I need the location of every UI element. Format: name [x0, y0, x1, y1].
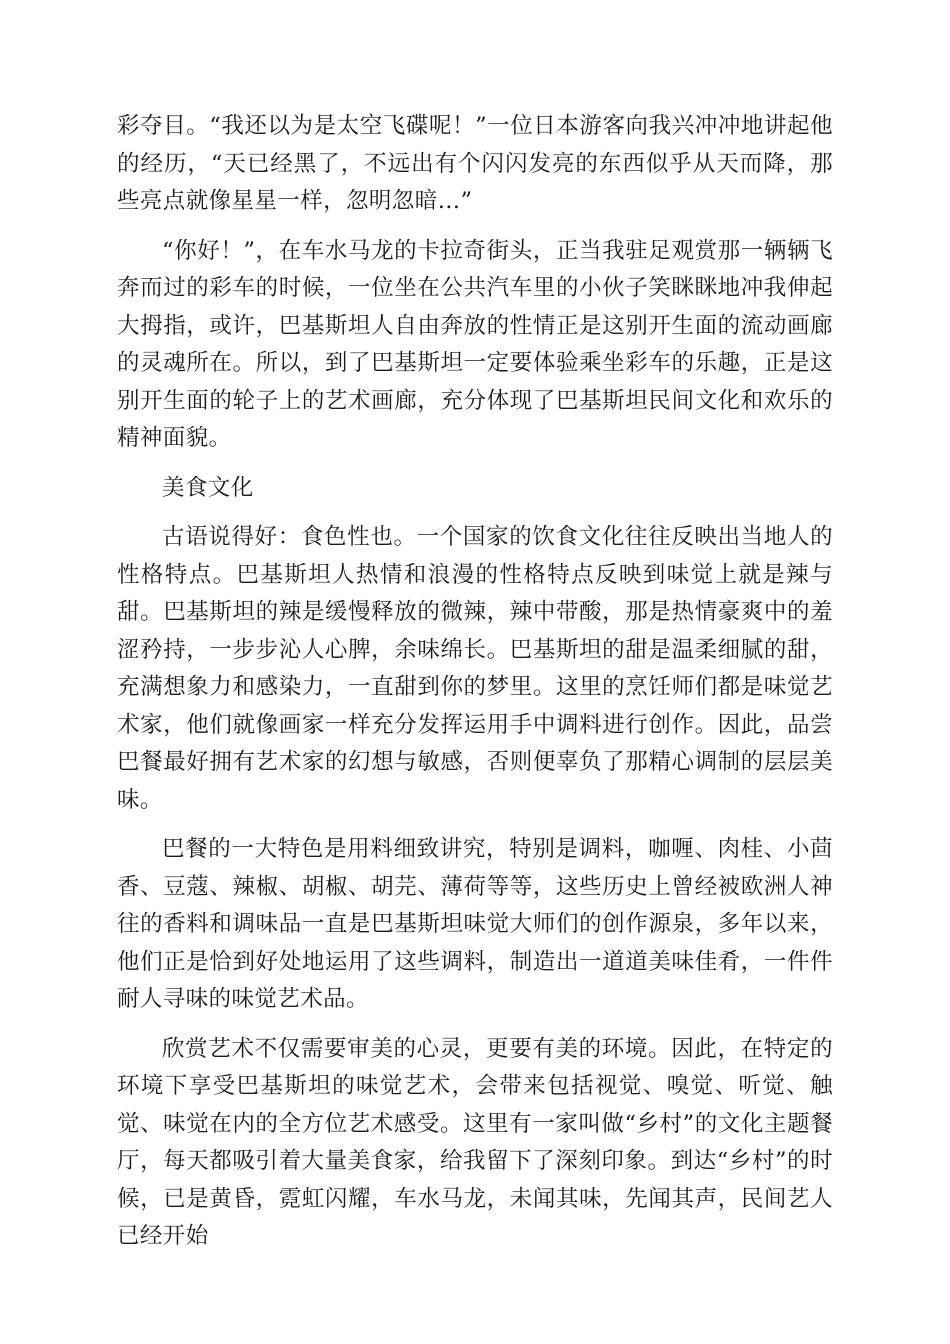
- paragraph-spices: 巴餐的一大特色是用料细致讲究，特别是调料，咖喱、肉桂、小茴香、豆蔻、辣椒、胡椒、胡芫、薄荷等等，这些历史上曾经被欧洲人神往的香料和调味品一直是巴基斯坦味觉大师们的创作源泉，多年以来，他们正是恰到好处地运用了这些调料，制造出一道道美味佳肴，一件件耐人寻味的味觉艺术品。: [117, 836, 833, 1012]
- section-heading-food-culture: 美食文化: [162, 474, 254, 501]
- document-body: [117, 108, 833, 1268]
- paragraph-village-restaurant: 欣赏艺术不仅需要审美的心灵，更要有美的环境。因此，在特定的环境下享受巴基斯坦的味觉艺术，会带来包括视觉、嗅觉、听觉、触觉、味觉在内的全方位艺术感受。这里有一家叫做“乡村”的文化主题餐厅，每天都吸引着大量美食家，给我留下了深刻印象。到达“乡村”的时候，已是黄昏，霓虹闪耀，车水马龙，未闻其味，先闻其声，民间艺人已经开始: [117, 1035, 833, 1249]
- paragraph-karachi-greeting: “你好！”，在车水马龙的卡拉奇街头，正当我驻足观赏那一辆辆飞奔而过的彩车的时候，一位坐在公共汽车里的小伙子笑眯眯地冲我伸起大拇指，或许，巴基斯坦人自由奔放的性情正是这别开生面的流动画廊的灵魂所在。所以，到了巴基斯坦一定要体验乘坐彩车的乐趣，正是这别开生面的轮子上的艺术画廊，充分体现了巴基斯坦民间文化和欢乐的精神面貌。: [117, 237, 833, 451]
- paragraph-continuation: 彩夺目。“我还以为是太空飞碟呢！”一位日本游客向我兴冲冲地讲起他的经历，“天已经黑了，不远出有个闪闪发亮的东西似乎从天而降，那些亮点就像星星一样，忽明忽暗…”: [117, 113, 833, 214]
- paragraph-flavor-character: 古语说得好：食色性也。一个国家的饮食文化往往反映出当地人的性格特点。巴基斯坦人热情和浪漫的性格特点反映到味觉上就是辣与甜。巴基斯坦的辣是缓慢释放的微辣，辣中带酸，那是热情豪爽中的羞涩矜持，一步步沁人心脾，余味绵长。巴基斯坦的甜是温柔细腻的甜，充满想象力和感染力，一直甜到你的梦里。这里的烹饪师们都是味觉艺术家，他们就像画家一样充分发挥运用手中调料进行创作。因此，品尝巴餐最好拥有艺术家的幻想与敏感，否则便辜负了那精心调制的层层美味。: [117, 524, 833, 813]
